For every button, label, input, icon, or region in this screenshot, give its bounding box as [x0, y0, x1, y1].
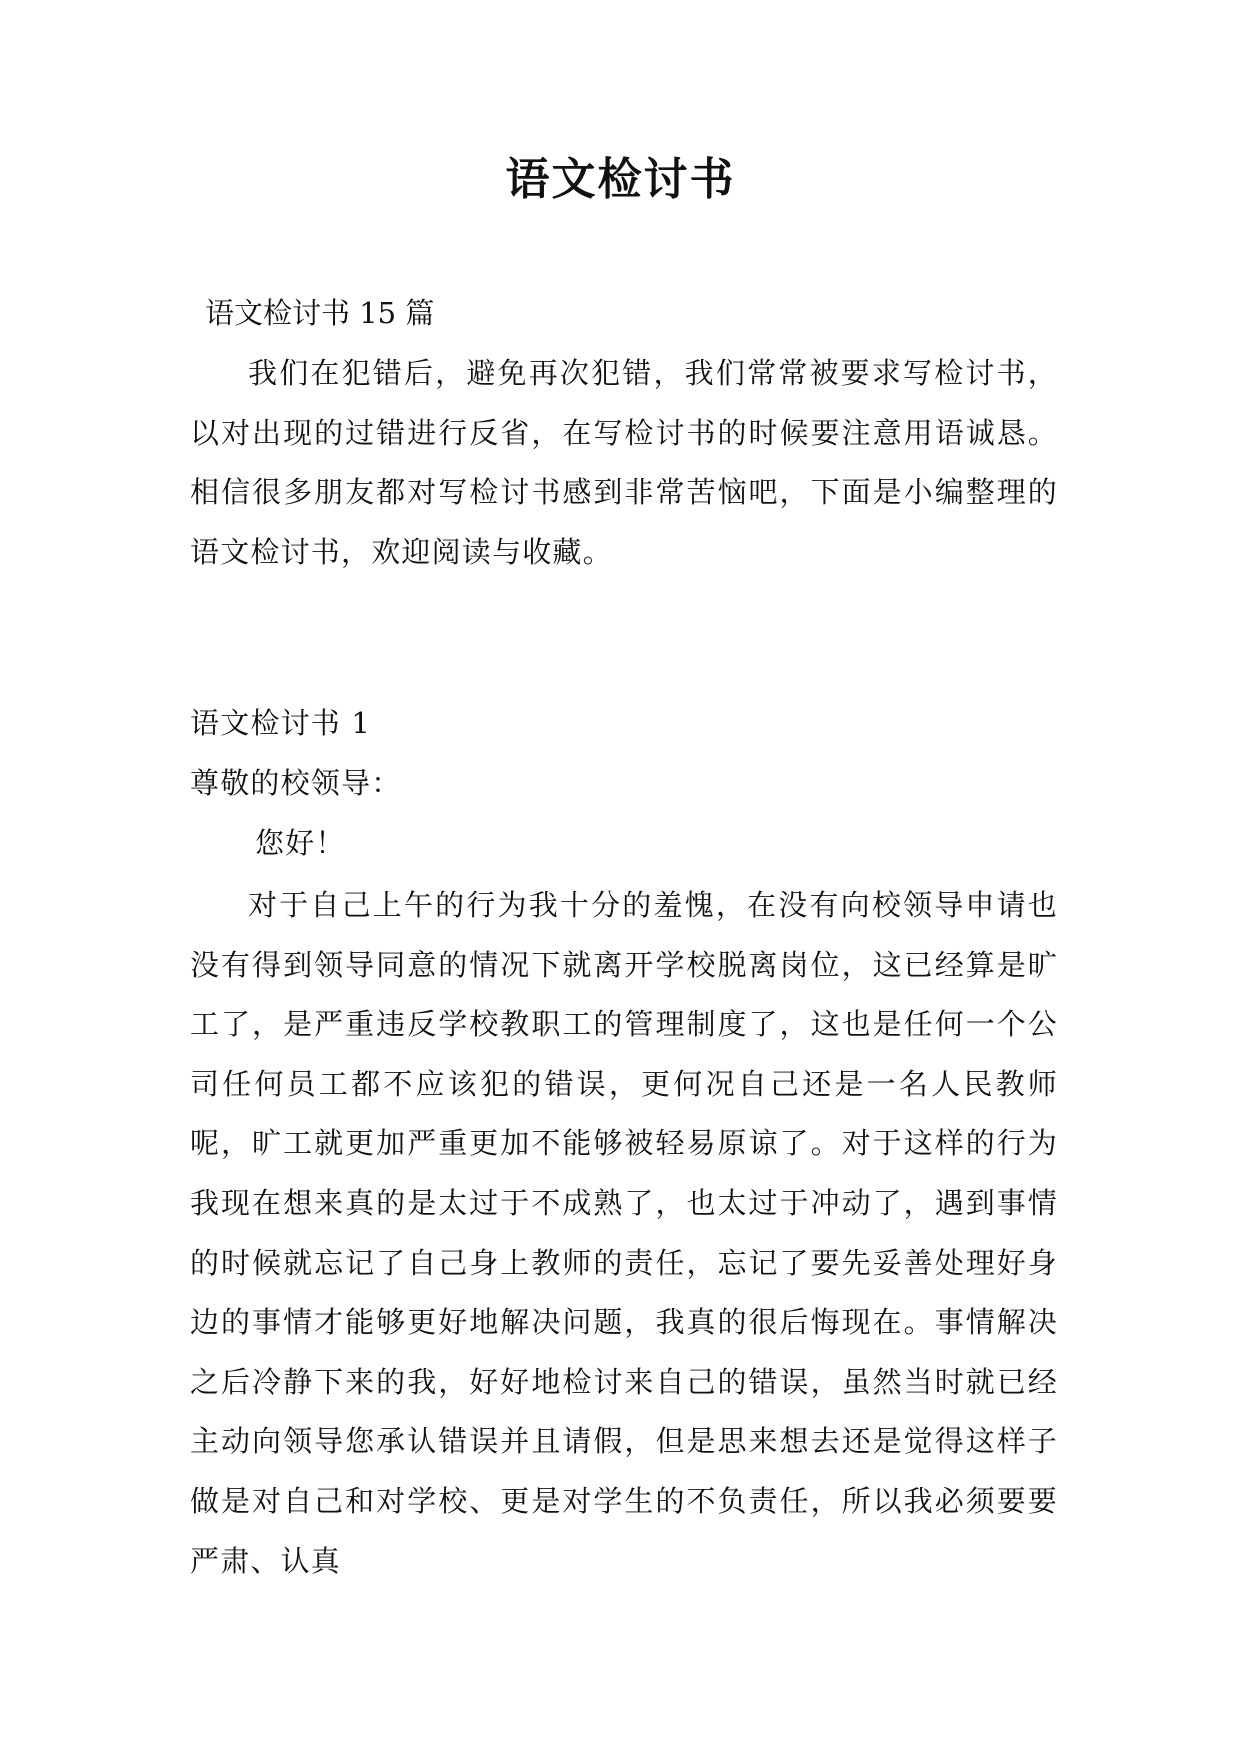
document-subtitle: 语文检讨书 15 篇 [205, 296, 435, 330]
salutation: 尊敬的校领导： [190, 766, 402, 800]
intro-paragraph: 我们在犯错后，避免再次犯错，我们常常被要求写检讨书，以对出现的过错进行反省，在写检讨书的时候要注意用语诚恳。相信很多朋友都对写检讨书感到非常苦恼吧，下面是小编整理的语文检讨书，欢迎阅读与收藏。 [190, 356, 1058, 569]
greeting: 您好！ [255, 826, 346, 860]
body-paragraph: 对于自己上午的行为我十分的羞愧，在没有向校领导申请也没有得到领导同意的情况下就离开学校脱离岗位，这已经算是旷工了，是严重违反学校教职工的管理制度了，这也是任何一个公司任何员工都不应该犯的错误，更何况自己还是一名人民教师呢，旷工就更加严重更加不能够被轻易原谅了。对于这样的行为我现在想来真的是太过于不成熟了，也太过于冲动了，遇到事情的时候就忘记了自己身上教师的责任，忘记了要先妥善处理好身边的事情才能够更好地解决问题，我真的很后悔现在。事情解决之后冷静下来的我，好好地检讨来自己的错误，虽然当时就已经主动向领导您承认错误并且请假，但是思来想去还是觉得这样子做是对自己和对学校、更是对学生的不负责任，所以我必须要要严肃、认真 [190, 888, 1058, 1578]
section-heading: 语文检讨书 1 [190, 706, 372, 740]
document-title: 语文检讨书 [505, 154, 736, 205]
